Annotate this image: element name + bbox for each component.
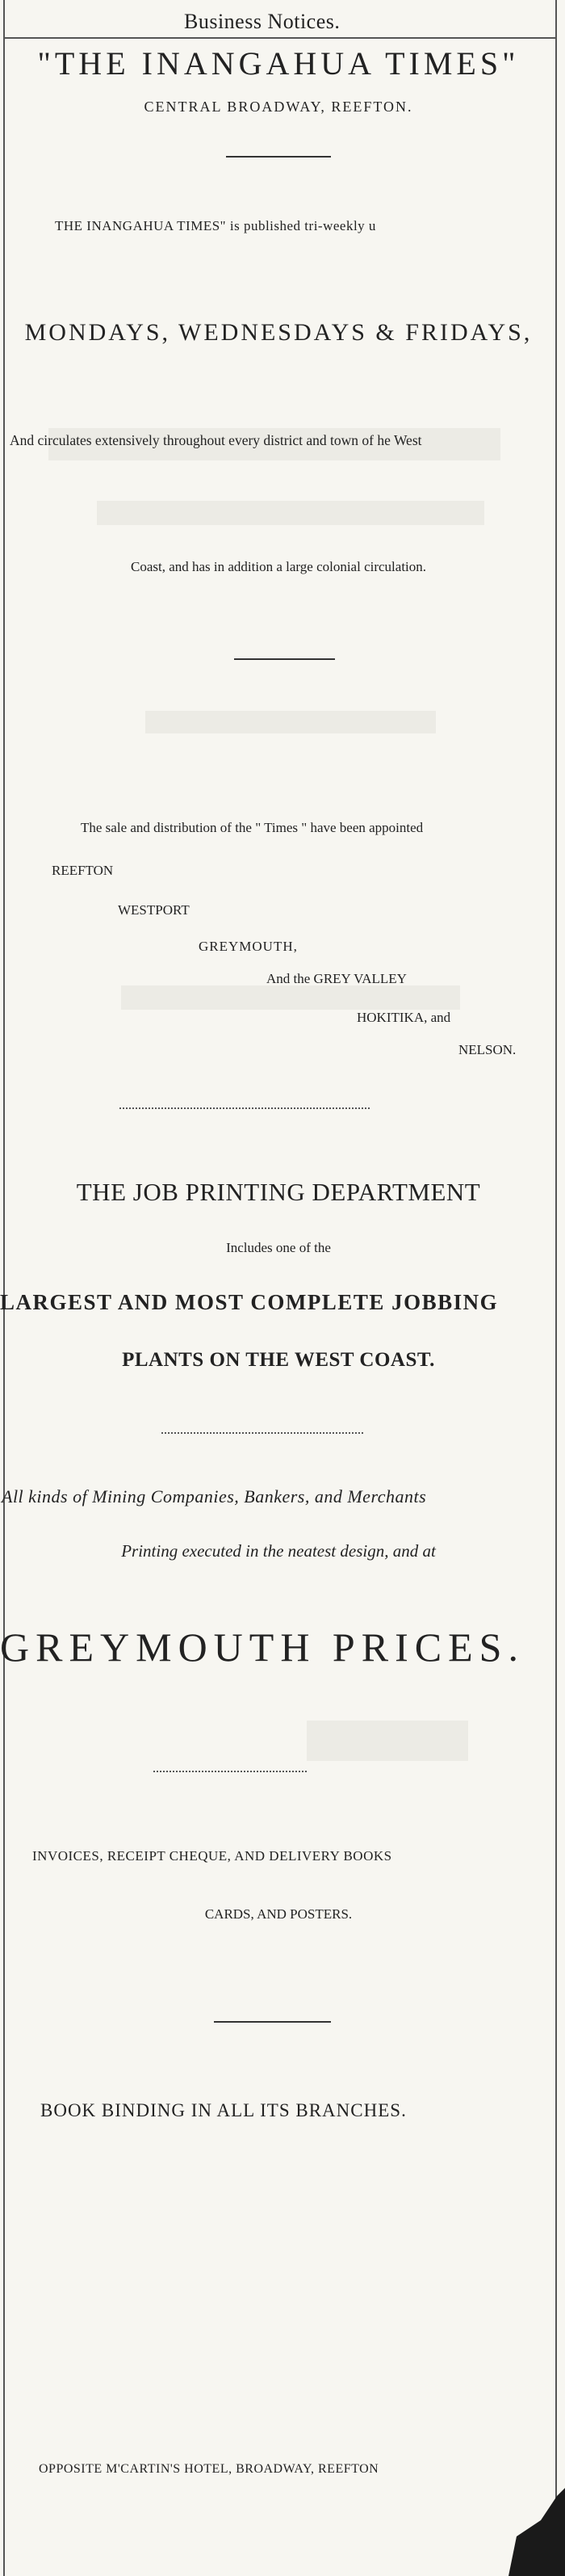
dotted-rule: [119, 1107, 370, 1109]
job-italic-line-1: All kinds of Mining Companies, Bankers, and Merchants: [2, 1486, 427, 1507]
newspaper-title: "THE INANGAHUA TIMES": [37, 45, 520, 82]
print-blemish: [307, 1721, 468, 1761]
print-blemish: [145, 711, 436, 733]
dotted-rule: [153, 1771, 307, 1772]
agent-place: WESTPORT: [118, 902, 190, 918]
agents-intro: The sale and distribution of the " Times " have been appointed: [81, 820, 424, 835]
torn-corner-blot: [484, 2488, 565, 2576]
newspaper-address: CENTRAL BROADWAY, REEFTON.: [144, 99, 413, 115]
agent-place: And the GREY VALLEY: [266, 971, 407, 986]
publication-notice: THE INANGAHUA TIMES" is published tri-weekly u: [55, 218, 376, 233]
section-rule: [214, 2021, 331, 2023]
job-line-2: PLANTS ON THE WEST COAST.: [122, 1349, 435, 1371]
section-rule: [234, 658, 335, 660]
publication-days: MONDAYS, WEDNESDAYS & FRIDAYS,: [24, 319, 533, 346]
footer-address: OPPOSITE M'CARTIN'S HOTEL, BROADWAY, REEFTON: [39, 2462, 379, 2476]
stationery-line-2: CARDS, AND POSTERS.: [204, 1906, 353, 1922]
circulation-line-2: Coast, and has in addition a large colonial circulation.: [130, 559, 427, 574]
section-label: Business Notices.: [184, 10, 341, 33]
top-border: [3, 37, 557, 39]
prices-heading: GREYMOUTH PRICES.: [0, 1624, 525, 1670]
job-heading: THE JOB PRINTING DEPARTMENT: [76, 1178, 481, 1206]
stationery-line-1: INVOICES, RECEIPT CHEQUE, AND DELIVERY BOOKS: [32, 1848, 392, 1864]
right-border: [555, 0, 557, 2576]
agent-place: GREYMOUTH,: [199, 939, 298, 954]
job-subheading: Includes one of the: [226, 1240, 331, 1255]
agent-place: NELSON.: [458, 1042, 517, 1057]
dotted-rule: [161, 1432, 363, 1434]
print-blemish: [97, 501, 484, 525]
agent-place: REEFTON: [52, 863, 114, 878]
binding-line: BOOK BINDING IN ALL ITS BRANCHES.: [40, 2100, 407, 2120]
left-border: [3, 0, 5, 2576]
job-line-1: LARGEST AND MOST COMPLETE JOBBING: [0, 1290, 499, 1314]
print-blemish: [121, 985, 460, 1010]
agent-place: HOKITIKA, and: [357, 1010, 451, 1025]
job-italic-line-2: Printing executed in the neatest design, and at: [121, 1541, 436, 1561]
ornament-rule: [226, 156, 331, 158]
circulation-line: And circulates extensively throughout every district and town of he West: [10, 432, 422, 448]
